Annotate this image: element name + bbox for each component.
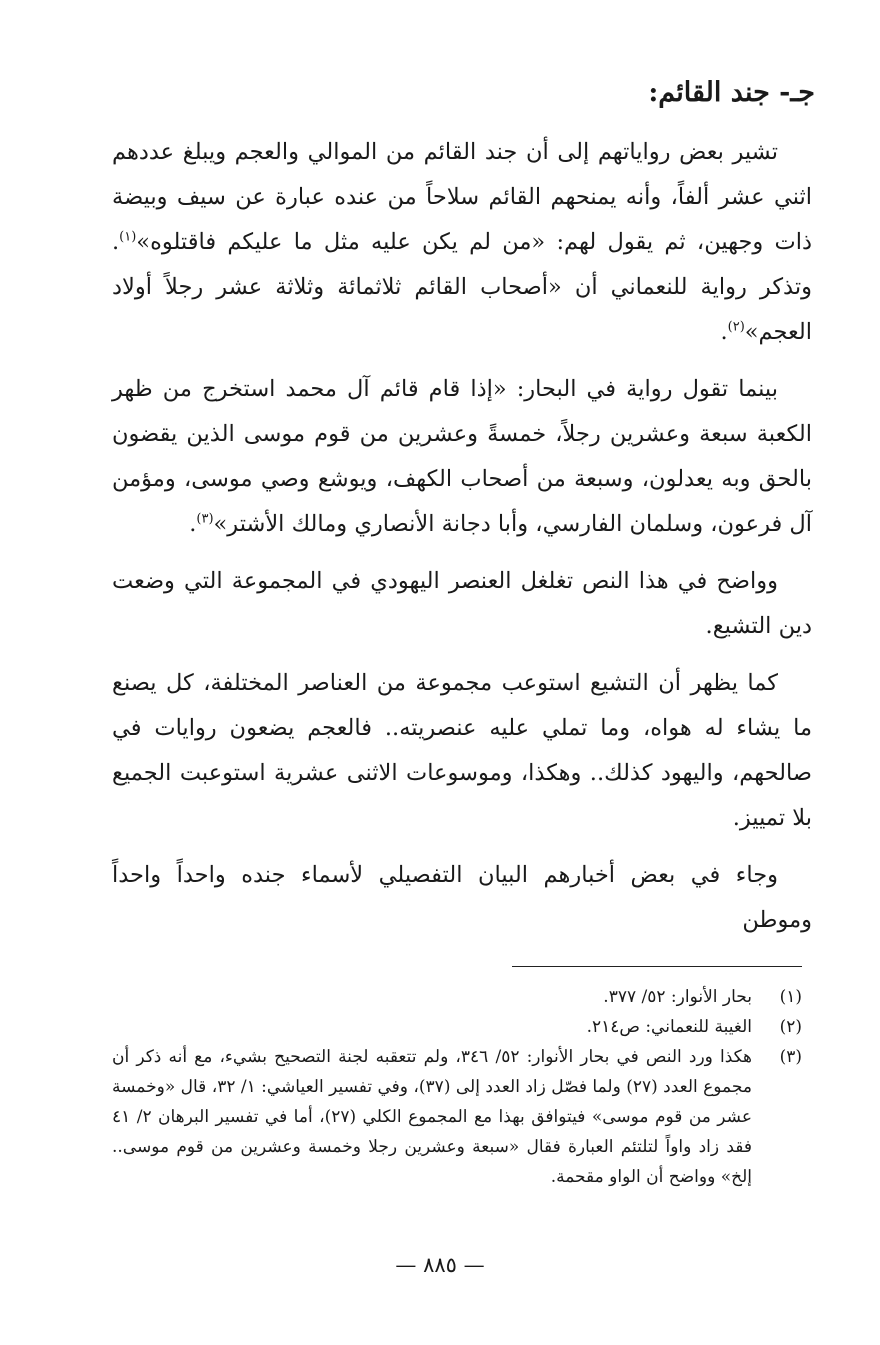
footnote-number: (١) <box>779 987 802 1007</box>
section-heading: جـ- جند القائم: <box>648 77 815 108</box>
paragraph-text: كما يظهر أن التشيع استوعب مجموعة من العناصر المختلفة، كل يصنع ما يشاء له هواه، وما تملي عليه عنصريته.. فالعجم يضعون روايات في صالحهم، واليهود كذلك.. وهكذا، وموسوعات الاثنى عشرية استوعبت الجميع بلا تمييز. <box>112 670 812 831</box>
footnote-ref-1[interactable]: (١) <box>119 229 137 245</box>
paragraph-1 <box>112 130 812 355</box>
paragraph-tail: . <box>720 319 728 345</box>
paragraph-text: وواضح في هذا النص تغلغل العنصر اليهودي في المجموعة التي وضعت دين التشيع. <box>112 568 812 639</box>
paragraph-text: تشير بعض رواياتهم إلى أن جند القائم من الموالي والعجم ويبلغ عددهم اثني عشر ألفاً، وأنه يمنحهم القائم سلاحاً من عنده عبارة عن سيف وبيضة ذات وجهين، ثم يقول لهم: «من لم يكن عليه مثل ما عليكم فاقتلوه» <box>112 139 812 255</box>
page-number: — ٨٨٥ — <box>395 1253 485 1277</box>
paragraph-text: وجاء في بعض أخبارهم البيان التفصيلي لأسماء جنده واحداً واحداً وموطن <box>112 862 812 933</box>
footnote-text: الغيبة للنعماني: ص٢١٤. <box>586 1017 752 1037</box>
footnote-number: (٢) <box>779 1017 802 1037</box>
footnote-text: بحار الأنوار: ٥٢/ ٣٧٧. <box>603 987 752 1007</box>
paragraph-5 <box>112 853 812 943</box>
footnote-number: (٣) <box>779 1047 802 1067</box>
paragraph-text: بينما تقول رواية في البحار: «إذا قام قائم آل محمد استخرج من ظهر الكعبة سبعة وعشرين رجلاً، خمسةً وعشرين من قوم موسى الذين يقضون بالحق وبه يعدلون، وسبعة من أصحاب الكهف، ويوشع وصي موسى، ومؤمن آل فرعون، وسلمان الفارسي، وأبا دجانة الأنصاري ومالك الأشتر» <box>112 376 812 537</box>
paragraph-4 <box>112 661 812 841</box>
paragraph-tail: . <box>189 511 197 537</box>
footnote-divider <box>512 966 802 967</box>
footnote-ref-2[interactable]: (٢) <box>727 319 745 335</box>
footnotes <box>112 982 802 1192</box>
paragraph-text-continued: . وتذكر رواية للنعماني أن «أصحاب القائم ثلاثمائة وثلاثة عشر رجلاً أولاد العجم» <box>112 229 812 345</box>
footnote-2 <box>112 1012 802 1042</box>
paragraph-3 <box>112 559 812 649</box>
body-text <box>112 130 812 955</box>
footnote-ref-3[interactable]: (٣) <box>196 511 214 527</box>
footnote-1 <box>112 982 802 1012</box>
paragraph-2 <box>112 367 812 547</box>
footnote-3 <box>112 1042 802 1192</box>
footnote-text: هكذا ورد النص في بحار الأنوار: ٥٢/ ٣٤٦، ولم تتعقبه لجنة التصحيح بشيء، مع أنه ذكر أن مجموع العدد (٢٧) ولما فصّل زاد العدد إلى (٣٧)، وفي تفسير العياشي: ١/ ٣٢، قال «وخمسة عشر من قوم موسى» فيتوافق بهذا مع المجموع الكلي (٢٧)، أما في تفسير البرهان ٢/ ٤١ فقد زاد واواً لتلتئم العبارة فقال «سبعة وعشرين رجلا وخمسة وعشرين من قوم موسى.. إلخ» وواضح أن الواو مقحمة. <box>112 1047 752 1187</box>
